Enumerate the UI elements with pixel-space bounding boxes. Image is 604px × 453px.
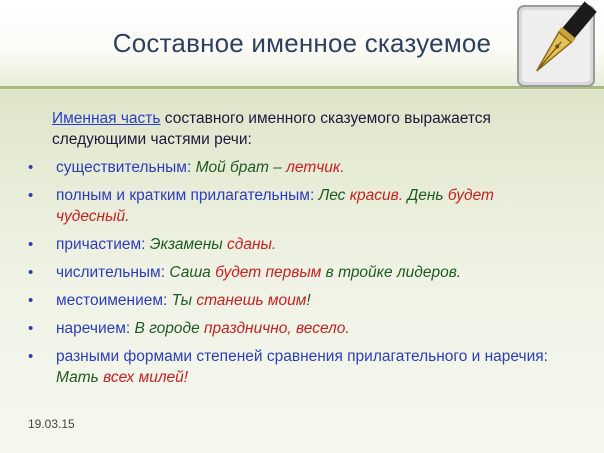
list-item (24, 290, 564, 311)
item-highlight: сданы. (227, 236, 277, 253)
item-sep: : (309, 187, 319, 204)
bullet-icon: • (28, 320, 34, 337)
item-highlight: станешь моим (196, 292, 307, 309)
list-item (24, 185, 564, 227)
item-example: Мой брат – (195, 159, 287, 176)
item-example: ! (306, 292, 311, 309)
item-sep: : (163, 292, 172, 309)
item-tail: . (345, 320, 350, 337)
list-item (24, 262, 564, 283)
bullet-icon: • (28, 236, 34, 253)
item-term: числительным (56, 264, 161, 281)
slide-date: 19.03.15 (28, 417, 75, 431)
item-highlight: будет чудесный (56, 187, 494, 225)
item-tail: . (125, 208, 130, 225)
bullet-icon: • (28, 159, 34, 176)
bullet-icon: • (28, 292, 34, 309)
intro-link[interactable]: Именная часть (52, 110, 161, 127)
item-term: полным и кратким прилагательным (56, 187, 310, 204)
item-term: разными формами степеней сравнения прилагательного и наречия (56, 348, 544, 365)
item-example: Ты (171, 292, 197, 309)
item-highlight: будет первым (215, 264, 322, 281)
item-term: наречием (56, 320, 126, 337)
item-term: причастием (56, 236, 142, 253)
item-sep: : (160, 264, 170, 281)
item-sep: : (125, 320, 135, 337)
item-highlight: красив. (349, 187, 404, 204)
item-example: День (403, 187, 448, 204)
item-highlight: летчик. (286, 159, 345, 176)
list-item (24, 157, 564, 178)
item-example: Мать (56, 369, 104, 386)
item-term: местоимением (56, 292, 164, 309)
bullet-icon: • (28, 348, 34, 365)
bullet-icon: • (28, 264, 34, 281)
item-example: Саша (169, 264, 216, 281)
item-example: в тройке лидеров. (321, 264, 462, 281)
item-term: существительным (56, 159, 187, 176)
item-example: Экзамены (149, 236, 227, 253)
intro-paragraph (24, 108, 564, 150)
fountain-pen-icon (500, 0, 604, 100)
list-item (24, 318, 564, 339)
slide-title: Составное именное сказуемое (112, 28, 492, 58)
list-item (24, 346, 564, 388)
item-sep: : (186, 159, 196, 176)
item-highlight: всех милей! (103, 369, 189, 386)
item-example: В городе (134, 320, 205, 337)
list-item (24, 234, 564, 255)
item-highlight: празднично, весело (204, 320, 346, 337)
item-example: Лес (318, 187, 350, 204)
slide-body (24, 108, 564, 395)
item-sep: : (543, 348, 548, 365)
bullet-icon: • (28, 187, 34, 204)
item-sep: : (141, 236, 150, 253)
intro-text: составного именного сказуемого выражается следующими частями речи: (52, 110, 491, 148)
